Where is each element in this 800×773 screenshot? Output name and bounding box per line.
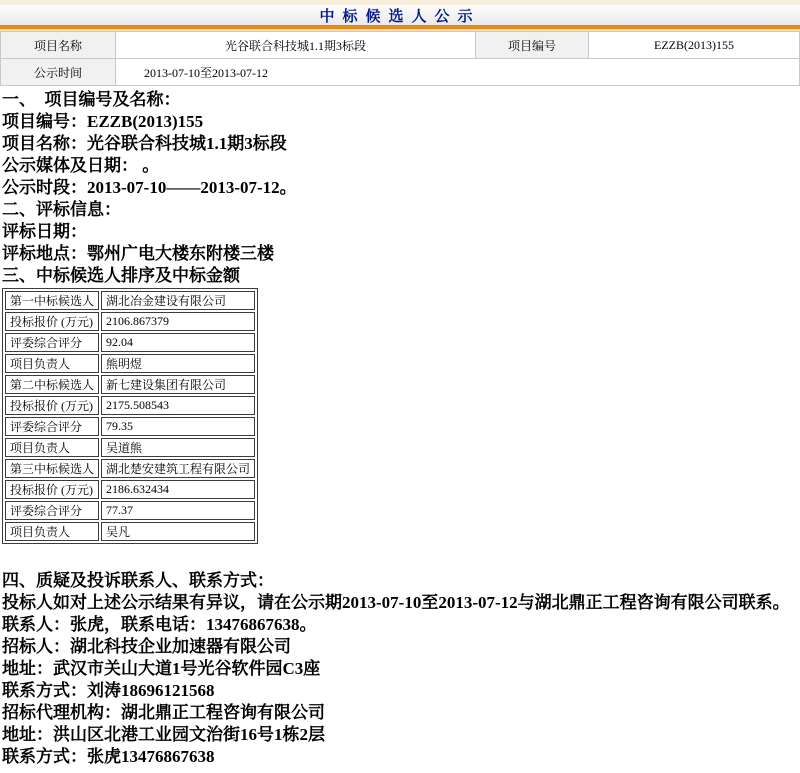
table-row	[5, 417, 255, 436]
page-title: 中标候选人公示	[319, 8, 481, 25]
manager-label-cell: 项目负责人	[5, 354, 99, 373]
company-cell: 湖北冶金建设有限公司	[101, 291, 255, 310]
manager-value-cell: 吴凡	[101, 522, 255, 541]
price-label-cell: 投标报价 (万元)	[5, 480, 99, 499]
rank-label-cell: 第二中标候选人	[5, 375, 99, 394]
price-label-cell: 投标报价 (万元)	[5, 396, 99, 415]
score-label-cell: 评委综合评分	[5, 333, 99, 352]
body-line: 评标日期：	[2, 222, 87, 241]
price-value-cell: 2186.632434	[101, 480, 255, 499]
section-3-heading: 三、中标候选人排序及中标金额	[2, 266, 240, 285]
table-row	[5, 291, 255, 310]
body-line: 项目名称：光谷联合科技城1.1期3标段	[2, 134, 287, 153]
bottom-text	[0, 570, 800, 768]
score-value-cell: 79.35	[101, 417, 255, 436]
company-cell: 新七建设集团有限公司	[101, 375, 255, 394]
contact-line: 招标人：湖北科技企业加速器有限公司	[2, 637, 291, 656]
score-label-cell: 评委综合评分	[5, 501, 99, 520]
table-row	[5, 354, 255, 373]
contact-line: 地址：武汉市关山大道1号光谷软件园C3座	[2, 659, 321, 678]
body-line: 公示时段：2013-07-10——2013-07-12。	[2, 178, 297, 197]
table-row	[5, 522, 255, 541]
manager-label-cell: 项目负责人	[5, 522, 99, 541]
contact-line: 招标代理机构：湖北鼎正工程咨询有限公司	[2, 703, 325, 722]
manager-value-cell: 熊明煜	[101, 354, 255, 373]
table-row	[5, 333, 255, 352]
candidates-table	[2, 288, 258, 544]
project-number-value-cell: EZZB(2013)155	[589, 32, 800, 59]
section-2-heading: 二、评标信息：	[2, 200, 121, 219]
table-row	[5, 438, 255, 457]
body-line: 公示媒体及日期： 。	[2, 156, 160, 175]
table-row	[5, 312, 255, 331]
project-number-label-cell: 项目编号	[476, 32, 589, 59]
company-cell: 湖北楚安建筑工程有限公司	[101, 459, 255, 478]
price-value-cell: 2106.867379	[101, 312, 255, 331]
manager-label-cell: 项目负责人	[5, 438, 99, 457]
score-label-cell: 评委综合评分	[5, 417, 99, 436]
body-line: 项目编号：EZZB(2013)155	[2, 112, 204, 131]
section-4-heading: 四、质疑及投诉联系人、联系方式：	[2, 571, 274, 590]
score-value-cell: 92.04	[101, 333, 255, 352]
objection-paragraph: 投标人如对上述公示结果有异议，请在公示期2013-07-10至2013-07-12与湖北鼎正工程咨询有限公司联系。联系人：张虎，联系电话：13476867638。	[2, 593, 790, 634]
table-row	[5, 480, 255, 499]
table-row	[1, 59, 800, 86]
contact-line: 联系方式：张虎13476867638	[2, 747, 215, 766]
publicity-time-value-cell: 2013-07-10至2013-07-12	[116, 59, 800, 86]
table-row	[5, 459, 255, 478]
info-table	[0, 31, 800, 86]
price-label-cell: 投标报价 (万元)	[5, 312, 99, 331]
table-row	[5, 501, 255, 520]
section-1-heading: 一、 项目编号及名称：	[2, 90, 181, 109]
table-row	[5, 396, 255, 415]
manager-value-cell: 吴道熊	[101, 438, 255, 457]
contact-line: 联系方式：刘涛18696121568	[2, 681, 215, 700]
body-line: 评标地点：鄂州广电大楼东附楼三楼	[2, 244, 274, 263]
table-row	[5, 375, 255, 394]
rank-label-cell: 第三中标候选人	[5, 459, 99, 478]
rank-label-cell: 第一中标候选人	[5, 291, 99, 310]
price-value-cell: 2175.508543	[101, 396, 255, 415]
table-row	[1, 32, 800, 59]
title-bar	[0, 5, 800, 25]
header-bar	[0, 0, 800, 31]
body-text	[0, 86, 800, 287]
project-name-value-cell: 光谷联合科技城1.1期3标段	[116, 32, 476, 59]
publicity-time-label-cell: 公示时间	[1, 59, 116, 86]
project-name-label-cell: 项目名称	[1, 32, 116, 59]
contact-line: 地址：洪山区北港工业园文治街16号1栋2层	[2, 725, 325, 744]
score-value-cell: 77.37	[101, 501, 255, 520]
